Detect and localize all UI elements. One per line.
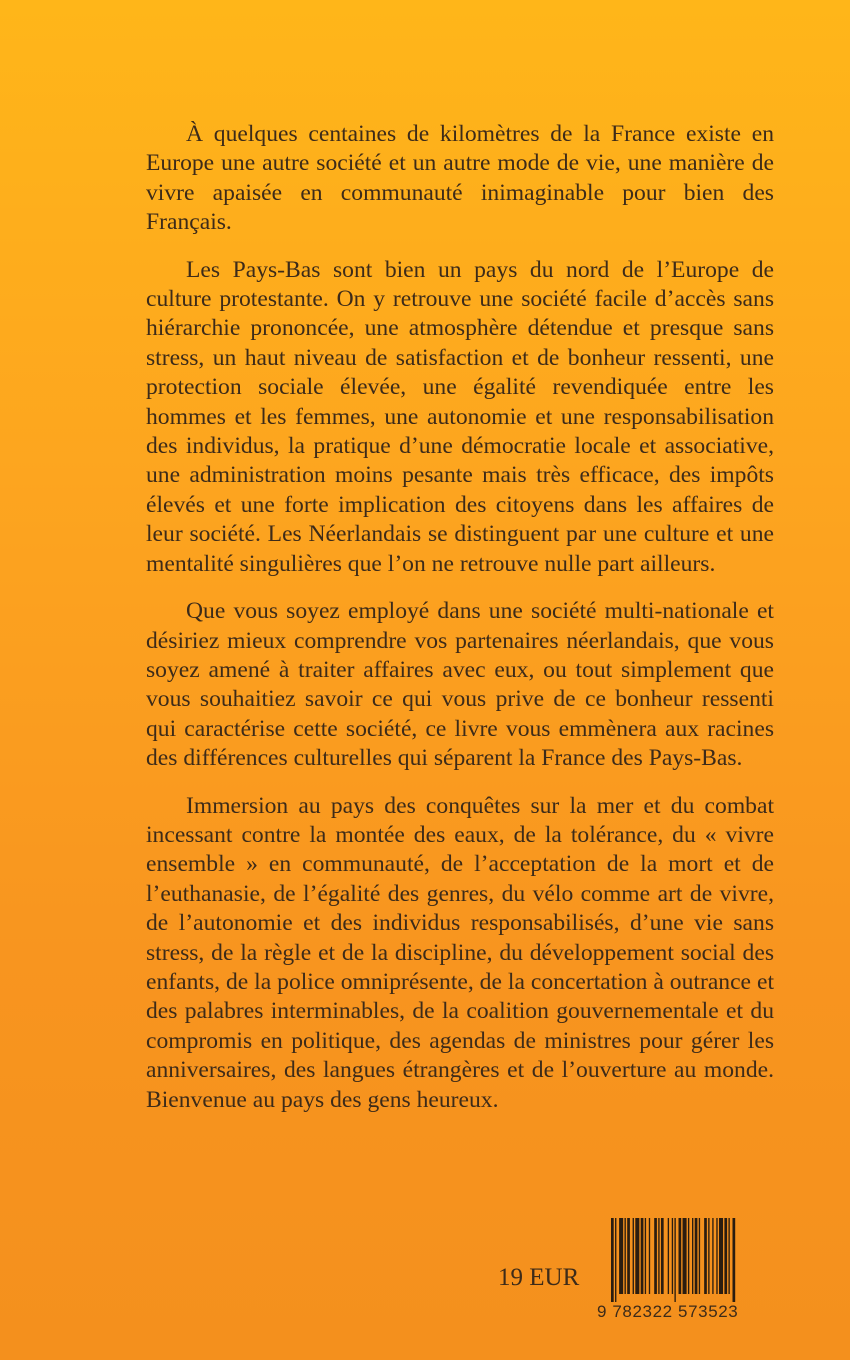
barcode-bar: [724, 1218, 727, 1294]
barcode-bar: [627, 1218, 630, 1294]
isbn-barcode: [597, 1218, 780, 1323]
barcode-bar: [683, 1218, 687, 1294]
blurb-paragraph-1: À quelques centaines de kilomètres de la France existe en Europe une autre société et un autre mode de vie, une manière de vivre apaisée en communauté inimaginable pour bien des Français.: [146, 121, 774, 236]
barcode-bar: [649, 1218, 650, 1294]
price-label: 19 EUR: [498, 1264, 580, 1291]
barcode-bar: [615, 1218, 616, 1302]
barcode-bar: [674, 1218, 675, 1302]
blurb-paragraph-3: Que vous soyez employé dans une société multi-nationale et désiriez mieux comprendre vos partenaires néerlandais, que vous soyez amené à traiter affaires avec eux, ou tout simplement que vous souhaitiez savoir ce qui vous prive de ce bonheur ressenti qui caractérise cette société, ce livre vous emmènera aux racines des différences culturelles qui séparent la France des Pays-Bas.: [146, 598, 774, 772]
blurb-paragraph-4: Immersion au pays des conquêtes sur la mer et du combat incessant contre la montée des eaux, de la tolérance, du « vivre ensemble » en communauté, de l’acceptation de la mort et de l’euthanasie, de l’égalité des genres, du vélo comme art de vivre, de l’autonomie et des individus responsabilisés, d’une vie sans stress, de la règle et de la discipline, du développement social des enfants, de la police omniprésente, de la concertation à outrance et des palabres interminables, de la coalition gouvernementale et du compromis en politique, des agendas de ministres pour gérer les anniversaires, des langues étrangères et de l’ouverture au monde. Bienvenue au pays des gens heureux.: [146, 792, 774, 1113]
barcode-bar: [712, 1218, 713, 1294]
barcode-bar: [695, 1218, 698, 1294]
barcode-bar: [688, 1218, 689, 1294]
barcode-bar: [719, 1218, 723, 1294]
isbn-digits: 9 782322 573523: [597, 1302, 739, 1321]
barcode-bar: [654, 1218, 657, 1294]
barcode-bars-icon: [597, 1218, 780, 1302]
barcode-bar: [679, 1218, 682, 1294]
barcode-bar: [658, 1218, 659, 1294]
barcode-bar: [635, 1218, 639, 1294]
barcode-bar: [641, 1218, 644, 1294]
blurb-text: [146, 120, 774, 1133]
blurb-paragraph-2: Les Pays-Bas sont bien un pays du nord de l’Europe de culture protestante. On y retrouve une société facile d’accès sans hiérarchie prononcée, une atmosphère détendue et presque sans stress, un haut niveau de satisfaction et de bonheur ressenti, une protection sociale élevée, une égalité revendiquée entre les hommes et les femmes, une autonomie et une responsabilisation des individus, la pratique d’une démocratie locale et associative, une administration moins pesante mais très efficace, des impôts élevés et une forte implication des citoyens dans les affaires de leur société. Les Néerlandais se distinguent par une culture et une mentalité singulières que l’on ne retrouve nulle part ailleurs.: [146, 256, 774, 577]
barcode-bar: [716, 1218, 717, 1294]
barcode-bar: [733, 1218, 736, 1302]
barcode-bar: [611, 1218, 614, 1302]
barcode-bar: [728, 1218, 729, 1294]
barcode-bar: [645, 1218, 646, 1294]
barcode-bar: [619, 1218, 623, 1294]
barcode-bar: [625, 1218, 626, 1294]
barcode-bar: [692, 1218, 693, 1294]
barcode-bar: [704, 1218, 707, 1294]
barcode-bar: [672, 1218, 673, 1294]
barcode-bar: [633, 1218, 634, 1294]
barcode-bar: [668, 1218, 669, 1294]
barcode-bar: [699, 1218, 700, 1294]
barcode-bar: [661, 1218, 664, 1294]
barcode-bar: [708, 1218, 709, 1294]
